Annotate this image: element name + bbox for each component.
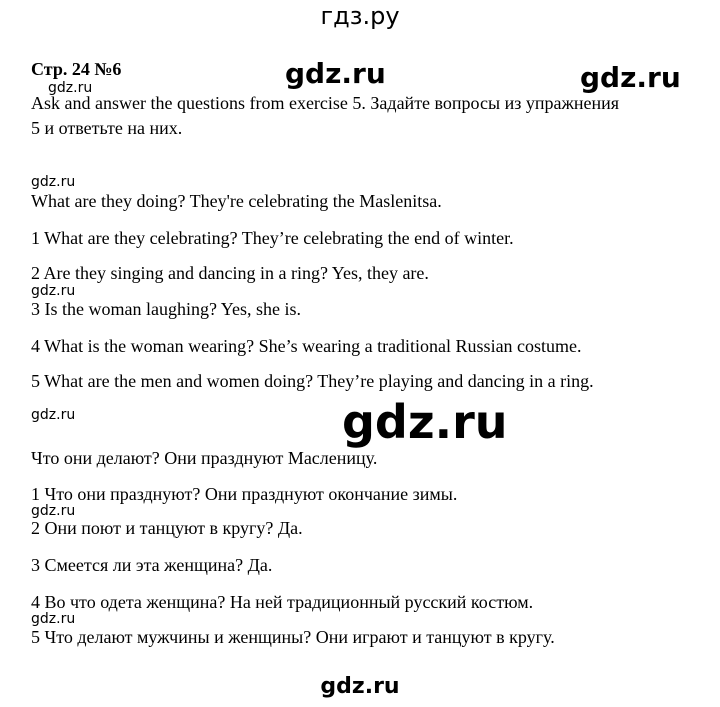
- answer-line-ru: 4 Во что одета женщина? На ней традиционный русский костюм.: [31, 592, 534, 612]
- answer-line-en: 4 What is the woman wearing? She’s wearing a traditional Russian costume.: [31, 336, 582, 356]
- instruction-text: Ask and answer the questions from exercise 5. Задайте вопросы из упражнения: [31, 93, 620, 113]
- watermark: gdz.ru: [285, 57, 386, 90]
- answer-line-en: What are they doing? They're celebrating the Maslenitsa.: [31, 191, 442, 211]
- answer-line-en: 5 What are the men and women doing? They’re playing and dancing in a ring.: [31, 371, 594, 391]
- answer-line-en: 1 What are they celebrating? They’re celebrating the end of winter.: [31, 228, 514, 248]
- watermark: gdz.ru: [342, 395, 508, 449]
- answer-line-en: 2 Are they singing and dancing in a ring? Yes, they are.: [31, 263, 429, 283]
- answer-line-ru: 3 Смеется ли эта женщина? Да.: [31, 555, 273, 575]
- page-heading: Стр. 24 №6: [31, 59, 122, 79]
- watermark: gdz.ru: [31, 283, 76, 299]
- footer-watermark: gdz.ru: [320, 674, 400, 699]
- answer-line-ru: 5 Что делают мужчины и женщины? Они играют и танцуют в кругу.: [31, 627, 555, 647]
- answer-line-en: 3 Is the woman laughing? Yes, she is.: [31, 299, 301, 319]
- watermark: gdz.ru: [31, 503, 76, 519]
- watermark: gdz.ru: [48, 80, 93, 96]
- watermark: gdz.ru: [31, 407, 76, 423]
- instruction-text: 5 и ответьте на них.: [31, 118, 183, 138]
- answer-line-ru: 2 Они поют и танцуют в кругу? Да.: [31, 518, 303, 538]
- site-title: гдз.ру: [320, 2, 400, 30]
- answer-line-ru: 1 Что они празднуют? Они празднуют окончание зимы.: [31, 484, 458, 504]
- watermark: gdz.ru: [31, 611, 76, 627]
- answer-line-ru: Что они делают? Они празднуют Масленицу.: [31, 448, 378, 468]
- watermark: gdz.ru: [31, 174, 76, 190]
- watermark: gdz.ru: [580, 61, 681, 94]
